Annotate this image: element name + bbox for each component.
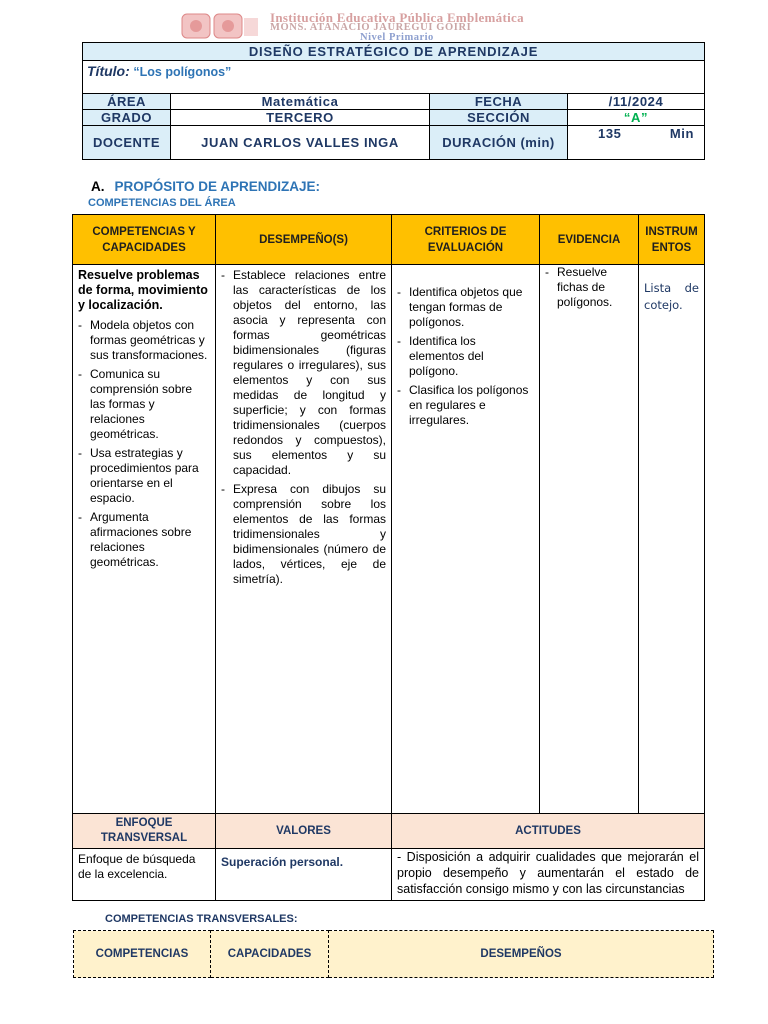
list-item: - Argumenta afirmaciones sobre relaciones geométricas. [78,510,210,570]
duracion-cell [568,126,705,160]
criterios-list [397,285,534,428]
col-header-enfoque: ENFOQUE TRANSVERSAL [73,814,216,849]
list-item: - Expresa con dibujos su comprensión sobre los elementos de las formas tridimensionales y bidimensionales (número de lados, vértices, eje de simetría). [221,482,386,587]
enfoque-value: Enfoque de búsqueda de la excelencia. [73,849,216,901]
institution-name: Institución Educativa Pública Emblemática [270,10,524,25]
section-a-heading [91,179,320,194]
criterios-cell [392,265,540,814]
competencias-transversales-label: COMPETENCIAS TRANSVERSALES: [105,913,298,925]
col-header-competencias: COMPETENCIAS Y CAPACIDADES [73,215,216,265]
design-title: DISEÑO ESTRATÉGICO DE APRENDIZAJE [83,43,705,61]
list-item: - Usa estrategias y procedimientos para orientarse en el espacio. [78,446,210,506]
seccion-value: “A” [568,110,705,126]
competencias-area-label: COMPETENCIAS DEL ÁREA [88,197,236,209]
instrumento-value: Lista de cotejo. [644,281,699,312]
section-a-title: PROPÓSITO DE APRENDIZAJE: [114,179,321,194]
institution-header [170,8,590,42]
section-a-letter: A. [91,179,105,194]
list-item: - Modela objetos con formas geométricas y sus transformaciones. [78,318,210,363]
duracion-value: 135 [598,126,622,141]
col-header-actitudes: ACTITUDES [392,814,705,849]
evidencia-list [545,265,633,310]
grado-value: TERCERO [171,110,430,126]
col-header-desempenos: DESEMPEÑO(S) [216,215,392,265]
docente-label: DOCENTE [83,126,171,160]
area-label: ÁREA [83,94,171,110]
area-value: Matemática [171,94,430,110]
trans-header-capacidades: CAPACIDADES [211,931,329,978]
header-info-table [82,42,705,160]
grado-label: GRADO [83,110,171,126]
col-header-valores: VALORES [216,814,392,849]
seccion-label: SECCIÓN [430,110,568,126]
fecha-label: FECHA [430,94,568,110]
list-item: - Clasifica los polígonos en regulares e irregulares. [397,383,534,428]
institution-subname: MONS. ATANACIO JAUREGUI GOIRI [270,22,472,33]
duracion-unit: Min [669,126,695,141]
transversal-table [73,930,714,978]
trans-header-competencias: COMPETENCIAS [74,931,211,978]
title-cell [83,61,705,94]
actitud-value: - Disposición a adquirir cualidades que mejorarán el propio desempeño y aumentarán el estado de satisfacción consigo mismo y con las circunstancias [392,849,705,901]
list-item: - Comunica su comprensión sobre las formas y relaciones geométricas. [78,367,210,442]
title-label: Título: [87,63,130,79]
valor-value: Superación personal. [216,849,392,901]
list-item: - Resuelve fichas de polígonos. [545,265,633,310]
competencia-title: Resuelve problemas de forma, movimiento y localización. [78,268,208,312]
institution-level: Nivel Primario [360,32,434,43]
list-item: - Identifica objetos que tengan formas de polígonos. [397,285,534,330]
fecha-value: /11/2024 [568,94,705,110]
competencias-cell [73,265,216,814]
instrumento-cell [639,265,705,814]
school-crest-icon [174,10,264,42]
trans-header-desempenos: DESEMPEÑOS [329,931,714,978]
competencies-table [72,214,705,901]
evidencia-cell [540,265,639,814]
list-item: - Identifica los elementos del polígono. [397,334,534,379]
desempenos-cell [216,265,392,814]
list-item: - Establece relaciones entre las características de los objetos del entorno, las asocia y representa con formas geométricas bidimensionales (figuras regulares o irregulares), sus elementos y con sus medidas de longitud y superficie; y con formas tridimensionales (cuerpos redondos y compuestos), sus elementos y su capacidad. [221,268,386,478]
col-header-evidencia: EVIDENCIA [540,215,639,265]
capacidades-list [78,318,210,570]
col-header-criterios: CRITERIOS DE EVALUACIÓN [392,215,540,265]
title-value: “Los polígonos” [133,65,232,79]
col-header-instrumentos: INSTRUMENTOS [639,215,705,265]
docente-value: JUAN CARLOS VALLES INGA [171,126,430,160]
duracion-label: DURACIÓN (min) [430,126,568,160]
desempenos-list [221,268,386,587]
